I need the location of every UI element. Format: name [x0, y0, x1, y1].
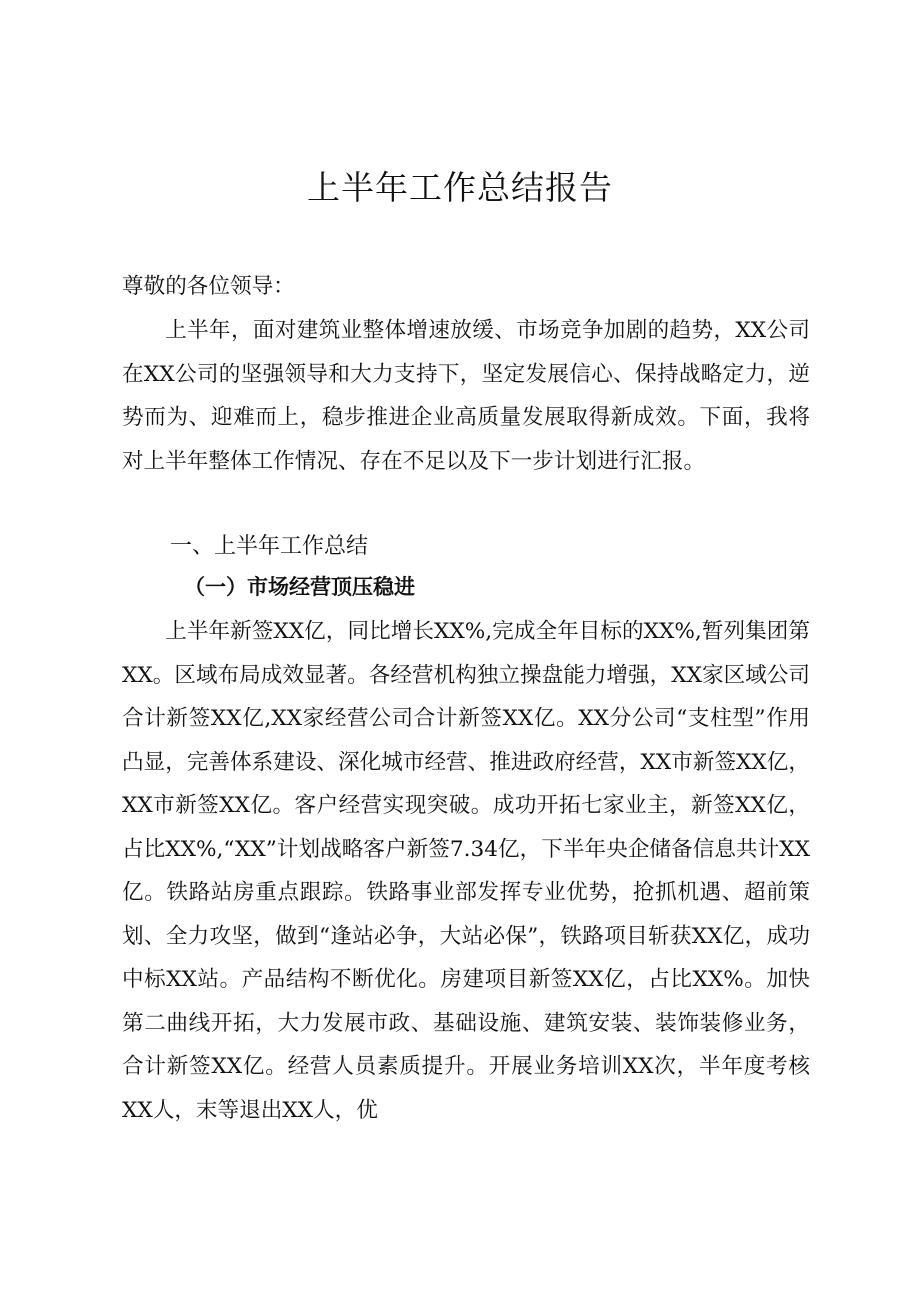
- intro-paragraph: 上半年，面对建筑业整体增速放缓、市场竞争加剧的趋势，XX公司在XX公司的坚强领导和大力支持下，坚定发展信心、保持战略定力，逆势而为、迎难而上，稳步推进企业高质量发展取得新成效。下面，我将对上半年整体工作情况、存在不足以及下一步计划进行汇报。: [122, 318, 810, 474]
- subsection-heading: （一）市场经营顶压稳进: [184, 574, 415, 599]
- subsection-paragraph: 上半年新签XX亿，同比增长XX%,完成全年目标的XX%,暂列集团第XX。区域布局成效显著。各经营机构独立操盘能力增强，XX家区域公司合计新签XX亿,XX家经营公司合计新签XX亿。XX分公司“支柱型”作用凸显，完善体系建设、深化城市经营、推进政府经营，XX市新签XX亿，XX市新签XX亿。客户经营实现突破。成功开拓七家业主，新签XX亿，占比XX%,“XX”计划战略客户新签7.34亿，下半年央企储备信息共计XX亿。铁路站房重点跟踪。铁路事业部发挥专业优势，抢抓机遇、超前策划、全力攻坚，做到“逢站必争，大站必保”，铁路项目斩获XX亿，成功中标XX站。产品结构不断优化。房建项目新签XX亿，占比XX%。加快第二曲线开拓，大力发展市政、基础设施、建筑安装、装饰装修业务，合计新签XX亿。经营人员素质提升。开展业务培训XX次，半年度考核XX人，末等退出XX人，优: [122, 619, 810, 1123]
- document-title: 上半年工作总结报告: [307, 168, 613, 207]
- section-heading: 一、上半年工作总结: [170, 534, 369, 559]
- salutation: 尊敬的各位领导：: [122, 274, 295, 299]
